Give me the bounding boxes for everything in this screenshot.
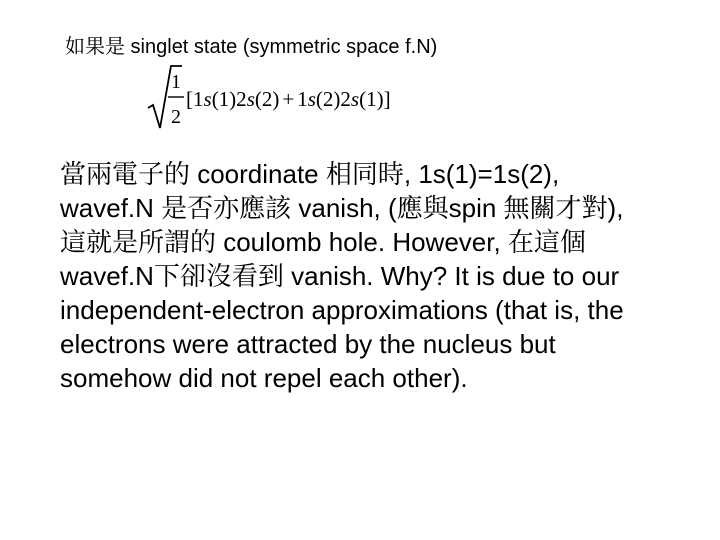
paragraph-line: electrons were attracted by the nucleus but (60, 329, 556, 359)
fraction-numerator: 1 (171, 71, 181, 93)
paragraph-line: wavef.N 是否亦應該 vanish, (應與spin 無關才對), (60, 193, 624, 223)
paragraph-line: 當兩電子的 coordinate 相同時, 1s(1)=1s(2), (60, 159, 560, 189)
formula-graphic (146, 64, 446, 134)
paragraph-line: wavef.N下卻沒看到 vanish. Why? It is due to our (60, 261, 620, 291)
explanation-paragraph (60, 157, 700, 395)
fraction-denominator: 2 (171, 106, 181, 128)
paragraph-line: somehow did not repel each other). (60, 363, 468, 393)
heading: 如果是 singlet state (symmetric space f.N) (65, 36, 438, 58)
wavefunction-formula (146, 64, 446, 134)
paragraph-line: 這就是所謂的 coulomb hole. However, 在這個 (60, 227, 586, 257)
paragraph-line: independent-electron approximations (that is, the (60, 295, 624, 325)
formula-expression: [1s(1)2s(2) + 1s(2)2s(1)] (186, 87, 391, 111)
